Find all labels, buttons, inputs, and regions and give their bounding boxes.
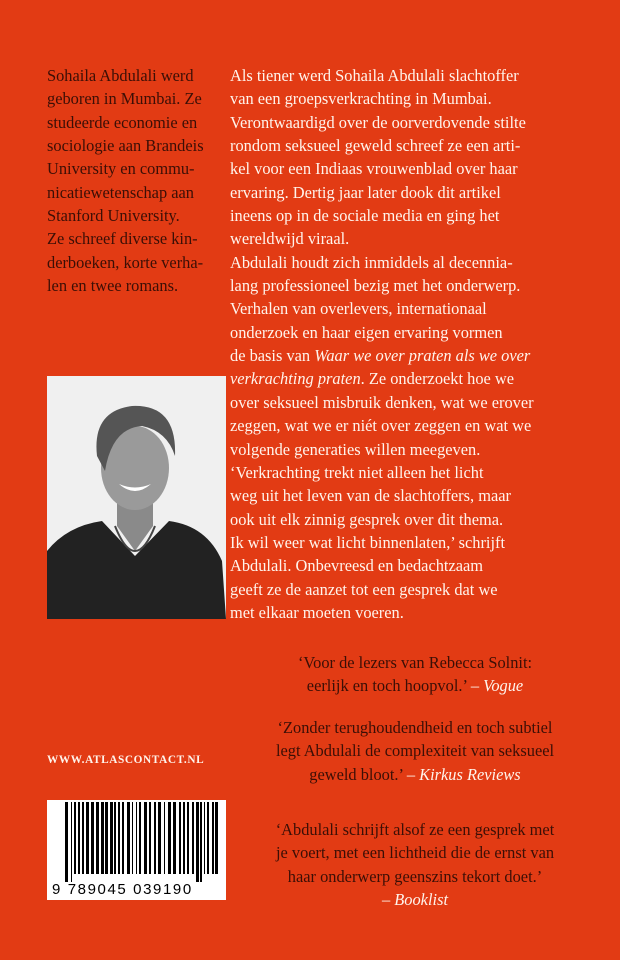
description-line	[230, 438, 534, 461]
barcode-bar	[110, 802, 113, 874]
quote-text: ‘Zonder terughoudendheid en toch subtiel	[277, 718, 553, 737]
barcode-bar	[158, 802, 161, 874]
text-segment: kel voor een Indiaas vrouwenblad over haar	[230, 159, 518, 179]
description-line	[230, 461, 534, 484]
barcode-bar	[122, 802, 124, 874]
text-segment: weg uit het leven van de slachtoffers, maar	[230, 486, 511, 506]
text-segment: rondom seksueel geweld schreef ze een arti-	[230, 136, 521, 156]
quote-line	[230, 841, 600, 864]
barcode-bar	[212, 802, 214, 874]
bio-line: nicatiewetenschap aan	[47, 182, 194, 202]
barcode-bar	[82, 802, 84, 874]
quote-line	[230, 716, 600, 739]
publisher-url[interactable]: WWW.ATLASCONTACT.NL	[47, 754, 205, 766]
description-line	[230, 134, 534, 157]
barcode-bar	[86, 802, 89, 874]
text-segment: Abdulali houdt zich inmiddels al decennia-	[230, 252, 513, 272]
text-segment: onderzoek en haar eigen ervaring vormen	[230, 322, 503, 342]
description-line	[230, 251, 534, 274]
barcode-bar	[204, 802, 205, 874]
bio-line: sociologie aan Brandeis	[47, 136, 204, 156]
book-description	[230, 64, 534, 624]
text-segment: Ik wil weer wat licht binnenlaten,’ schrijft	[230, 532, 506, 552]
barcode-bar	[196, 802, 199, 882]
description-line	[230, 274, 534, 297]
text-segment: ineens op in de sociale media en ging het	[230, 206, 500, 226]
quote-text: ‘Voor de lezers van Rebecca Solnit:	[297, 653, 533, 672]
description-line	[230, 321, 534, 344]
description-line	[230, 227, 534, 250]
quote-source: – Vogue	[470, 676, 524, 696]
barcode-bar	[132, 802, 133, 874]
quote-line	[230, 651, 600, 674]
text-segment: van een groepsverkrachting in Mumbai.	[230, 89, 492, 109]
text-segment: wereldwijd viraal.	[230, 229, 350, 249]
text-segment: ervaring. Dertig jaar later dook dit artikel	[230, 182, 501, 202]
bio-line: derboeken, korte verha-	[47, 252, 204, 272]
text-segment: over seksueel misbruik denken, wat we erover	[230, 392, 534, 412]
text-segment: lang professioneel bezig met het onderwerp.	[230, 276, 521, 296]
description-line	[230, 578, 534, 601]
quote-line	[230, 818, 600, 841]
text-segment: Verontwaardigd over de oorverdovende stilte	[230, 112, 526, 132]
barcode-bar	[164, 802, 165, 874]
description-line	[230, 297, 534, 320]
barcode-bar	[183, 802, 185, 874]
review-quote-vogue	[230, 651, 600, 698]
bio-line: Ze schreef diverse kin-	[47, 229, 198, 249]
quote-text: ‘Abdulali schrijft alsof ze een gesprek met	[275, 820, 555, 839]
barcode-bar	[127, 802, 130, 874]
description-line	[230, 157, 534, 180]
barcode-bar	[179, 802, 181, 874]
barcode-bar	[168, 802, 171, 874]
description-line	[230, 204, 534, 227]
barcode-bar	[118, 802, 120, 874]
barcode-bar	[215, 802, 218, 874]
quote-source: – Kirkus Reviews	[406, 764, 521, 784]
barcode-bar	[78, 802, 80, 874]
bio-line: studeerde economie en	[47, 112, 198, 132]
barcode-bar	[71, 802, 72, 882]
description-line	[230, 414, 534, 437]
description-line	[230, 601, 534, 624]
description-line	[230, 531, 534, 554]
bio-line: Stanford University.	[47, 206, 180, 226]
quote-line	[230, 888, 600, 911]
barcode-bar	[74, 802, 76, 874]
barcode-bar	[154, 802, 156, 874]
barcode-bar	[207, 802, 209, 874]
review-quote-booklist	[230, 818, 600, 911]
barcode-bar	[136, 802, 137, 874]
text-segment: volgende generaties willen meegeven.	[230, 439, 481, 459]
quote-line	[230, 739, 600, 762]
isbn-digits: 9 789045 039190	[52, 881, 193, 898]
text-segment: ‘Verkrachting trekt niet alleen het licht	[230, 462, 484, 482]
barcode-bar	[149, 802, 151, 874]
text-segment: met elkaar moeten voeren.	[230, 602, 404, 622]
quote-line	[230, 865, 600, 888]
description-line	[230, 344, 534, 367]
description-line	[230, 111, 534, 134]
text-segment: zeggen, wat we er niét over zeggen en wat we	[230, 416, 532, 436]
review-quote-kirkus	[230, 716, 600, 786]
barcode-bar	[187, 802, 189, 874]
barcode-bar	[105, 802, 108, 874]
quote-text: geweld bloot.’	[309, 764, 403, 784]
quote-text: legt Abdulali de complexiteit van seksueel	[275, 741, 555, 761]
barcode-bar	[173, 802, 176, 874]
barcode-bar	[139, 802, 141, 874]
text-segment: ook uit elk zinnig gesprek over dit thema.	[230, 509, 504, 529]
quote-text: je voert, met een lichtheid die de ernst van	[275, 843, 555, 863]
text-segment: Als tiener werd Sohaila Abdulali slachtoffer	[230, 66, 519, 85]
barcode-bar	[192, 802, 194, 874]
bio-line: Sohaila Abdulali werd	[47, 66, 194, 85]
barcode-bar	[200, 802, 202, 882]
barcode-bar	[96, 802, 99, 874]
description-line	[230, 508, 534, 531]
text-segment: Verhalen van overlevers, internationaal	[230, 299, 487, 319]
barcode-bar	[91, 802, 94, 874]
barcode-bar	[101, 802, 104, 874]
bio-line: geboren in Mumbai. Ze	[47, 89, 202, 109]
author-photo	[47, 376, 226, 619]
author-bio	[47, 64, 204, 297]
bio-line: University en commu-	[47, 159, 195, 179]
quote-text: eerlijk en toch hoopvol.’	[306, 676, 467, 696]
book-title-italic: verkrachting praten	[230, 369, 361, 389]
description-line	[230, 64, 534, 87]
book-title-italic: Waar we over praten als we over	[314, 346, 531, 366]
description-line	[230, 367, 534, 390]
barcode-bars	[65, 802, 220, 882]
quote-line	[230, 763, 600, 786]
barcode-bar	[144, 802, 147, 874]
text-segment: de basis van	[230, 346, 315, 366]
description-line	[230, 391, 534, 414]
quote-line	[230, 674, 600, 697]
quote-source: – Booklist	[381, 890, 448, 910]
bio-line: len en twee romans.	[47, 276, 179, 296]
isbn-barcode	[47, 800, 226, 900]
quote-text: haar onderwerp geenszins tekort doet.’	[287, 866, 543, 886]
description-line	[230, 181, 534, 204]
description-line	[230, 87, 534, 110]
barcode-bar	[65, 802, 68, 882]
text-segment: Abdulali. Onbevreesd en bedachtzaam	[230, 556, 484, 576]
text-segment: . Ze onderzoekt hoe we	[360, 369, 515, 389]
description-line	[230, 484, 534, 507]
description-line	[230, 554, 534, 577]
text-segment: geeft ze de aanzet tot een gesprek dat we	[230, 579, 498, 599]
barcode-bar	[114, 802, 116, 874]
